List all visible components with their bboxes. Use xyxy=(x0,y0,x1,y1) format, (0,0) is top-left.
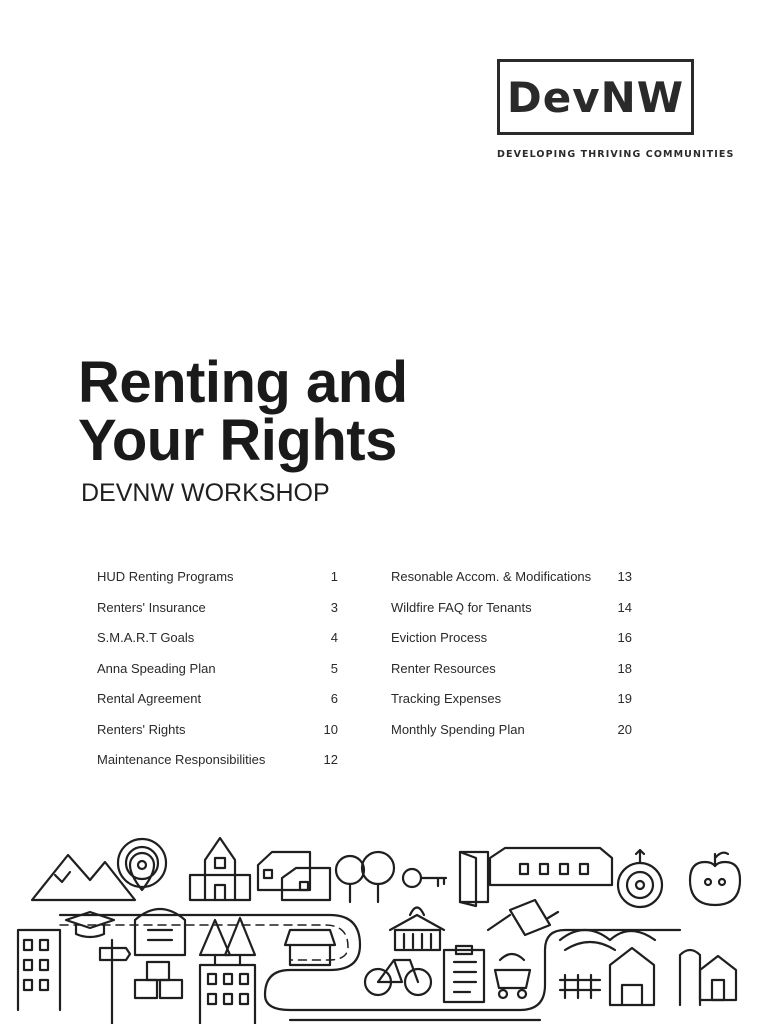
church-icon xyxy=(190,838,250,900)
toc-entry-page: 18 xyxy=(617,660,632,676)
map-pin-icon xyxy=(118,839,166,890)
toc-entry-page: 14 xyxy=(617,599,632,615)
toc-entry-page: 19 xyxy=(617,691,632,706)
document-title xyxy=(78,350,408,473)
courthouse-icon xyxy=(390,908,444,951)
toc-entry-label: HUD Renting Programs xyxy=(97,569,234,584)
toc-entry xyxy=(97,749,342,780)
cart-icon xyxy=(495,954,530,998)
toc-entry xyxy=(97,597,342,628)
toc-entry-label: Rental Agreement xyxy=(97,691,202,706)
toc-entry xyxy=(97,719,342,750)
apple-icon xyxy=(690,853,740,905)
toc-entry-label: S.M.A.R.T Goals xyxy=(97,630,195,645)
toc-entry-page: 13 xyxy=(617,569,632,584)
logo-tagline: DEVELOPING THRIVING COMMUNITIES xyxy=(497,149,735,160)
toc-entry-page: 3 xyxy=(330,599,338,615)
toc-entry-page: 5 xyxy=(330,660,338,676)
toc-entry-page: 16 xyxy=(617,630,632,645)
toc-entry-page: 4 xyxy=(330,630,338,645)
key-icon xyxy=(403,869,446,887)
silo-icon xyxy=(610,948,700,1005)
toc-entry-label: Resonable Accom. & Modifications xyxy=(391,569,592,584)
toc-entry-label: Renters' Insurance xyxy=(97,599,206,615)
mountain-icon xyxy=(32,855,135,900)
boxes-icon xyxy=(135,962,182,998)
toc-entry-page: 12 xyxy=(323,752,338,767)
target-icon xyxy=(618,850,662,907)
toc-entry xyxy=(391,627,636,658)
logo-wordmark: DevNW xyxy=(506,72,685,122)
office-building-icon xyxy=(200,965,255,1024)
apartment-icon xyxy=(18,930,60,1010)
signpost-icon xyxy=(100,940,130,1024)
fence-icon xyxy=(560,975,600,998)
door-icon xyxy=(460,852,488,906)
toc-entry xyxy=(97,627,342,658)
community-illustration xyxy=(0,830,770,1024)
toc-entry xyxy=(97,566,342,597)
toc-entry xyxy=(391,688,636,719)
toc-entry-page: 20 xyxy=(617,721,632,737)
toc-entry xyxy=(97,658,342,689)
toc-entry-label: Tracking Expenses xyxy=(391,691,502,706)
toc-entry-label: Eviction Process xyxy=(391,630,488,645)
toc-entry-label: Anna Speading Plan xyxy=(97,660,216,676)
toc-entry xyxy=(391,566,636,597)
watering-can-icon xyxy=(488,900,558,935)
toc-entry-label: Monthly Spending Plan xyxy=(391,721,525,737)
toc-right-column xyxy=(391,566,636,749)
toc-entry xyxy=(391,658,636,689)
toc-entry-label: Wildfire FAQ for Tenants xyxy=(391,599,532,615)
toc-entry-page: 1 xyxy=(330,569,338,584)
devnw-logo xyxy=(497,59,694,135)
toc-entry xyxy=(391,719,636,750)
document-subtitle: DEVNW WORKSHOP xyxy=(81,479,330,507)
toc-left-column xyxy=(97,566,342,780)
house-icon xyxy=(258,852,330,900)
toc-entry-label: Renter Resources xyxy=(391,660,496,676)
title-line-2: Your Rights xyxy=(78,408,397,473)
house-icon xyxy=(700,956,736,1000)
toc-entry xyxy=(97,688,342,719)
bicycle-icon xyxy=(365,960,431,995)
clipboard-icon xyxy=(444,946,484,1002)
toc-entry-page: 6 xyxy=(330,691,338,706)
barn-icon xyxy=(490,848,612,885)
toc-entry-page: 10 xyxy=(323,721,338,737)
hills-icon xyxy=(560,930,655,950)
toc-entry-label: Maintenance Responsibilities xyxy=(97,752,266,767)
tree-icon xyxy=(336,852,394,902)
title-line-1: Renting and xyxy=(78,350,408,415)
toc-entry-label: Renters' Rights xyxy=(97,721,186,737)
toc-entry xyxy=(391,597,636,628)
